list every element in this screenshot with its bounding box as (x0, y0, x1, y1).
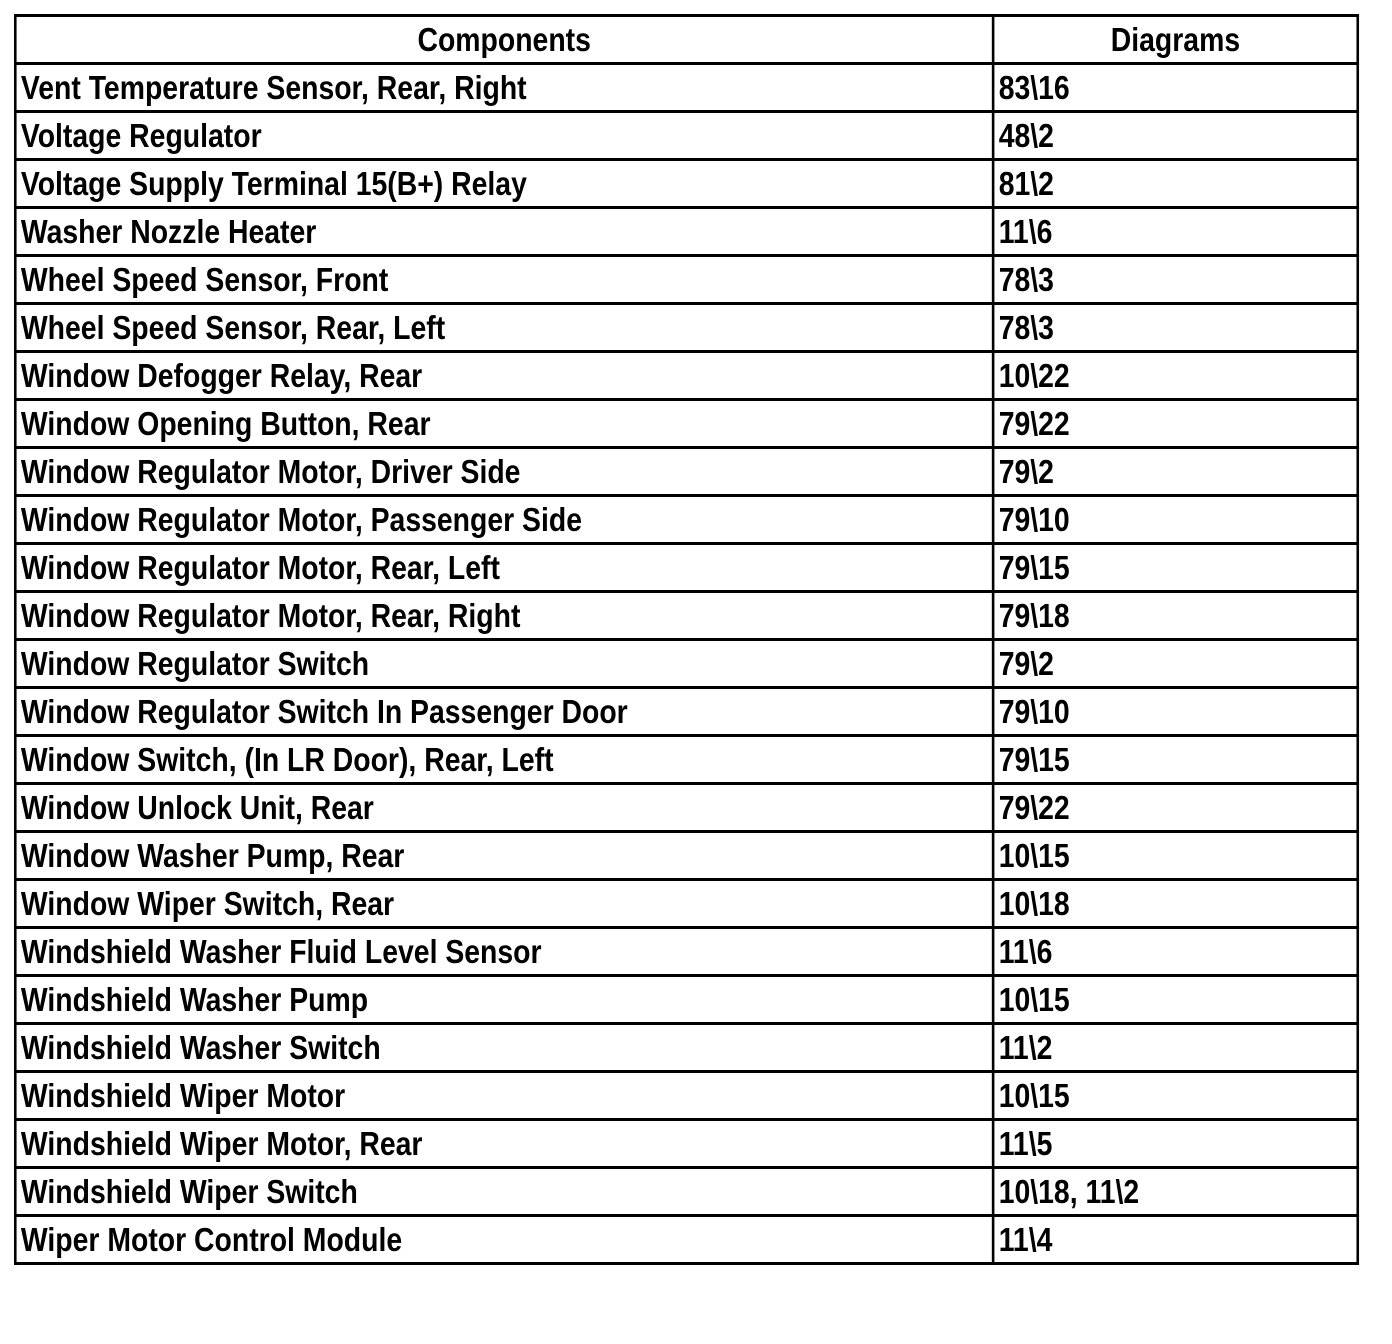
diagram-cell: 78\3 (993, 304, 1358, 352)
table-row (15, 976, 1357, 1024)
table-row (15, 496, 1357, 544)
table-row (15, 1120, 1357, 1168)
component-cell: Window Regulator Motor, Rear, Right (15, 592, 993, 640)
table-row (15, 304, 1357, 352)
diagram-cell: 79\2 (993, 448, 1358, 496)
diagram-cell: 81\2 (993, 160, 1358, 208)
table-row (15, 160, 1357, 208)
component-cell: Window Regulator Motor, Passenger Side (15, 496, 993, 544)
header-row (15, 16, 1357, 64)
component-cell: Wheel Speed Sensor, Front (15, 256, 993, 304)
table-row (15, 208, 1357, 256)
diagram-cell: 10\22 (993, 352, 1358, 400)
diagram-cell: 48\2 (993, 112, 1358, 160)
table-row (15, 640, 1357, 688)
diagram-cell: 11\6 (993, 928, 1358, 976)
diagram-cell: 11\6 (993, 208, 1358, 256)
component-cell: Windshield Washer Switch (15, 1024, 993, 1072)
component-cell: Windshield Washer Pump (15, 976, 993, 1024)
diagram-cell: 79\22 (993, 784, 1358, 832)
component-cell: Window Defogger Relay, Rear (15, 352, 993, 400)
diagrams-header: Diagrams (993, 16, 1358, 64)
diagram-cell: 79\15 (993, 736, 1358, 784)
diagram-cell: 83\16 (993, 64, 1358, 112)
component-cell: Washer Nozzle Heater (15, 208, 993, 256)
table-row (15, 352, 1357, 400)
component-cell: Window Wiper Switch, Rear (15, 880, 993, 928)
component-cell: Voltage Regulator (15, 112, 993, 160)
table-row (15, 1072, 1357, 1120)
diagram-cell: 79\15 (993, 544, 1358, 592)
components-header: Components (15, 16, 993, 64)
table-row (15, 688, 1357, 736)
component-cell: Voltage Supply Terminal 15(B+) Relay (15, 160, 993, 208)
component-cell: Wiper Motor Control Module (15, 1216, 993, 1264)
component-cell: Window Regulator Motor, Rear, Left (15, 544, 993, 592)
table-row (15, 400, 1357, 448)
diagram-cell: 11\2 (993, 1024, 1358, 1072)
diagram-cell: 78\3 (993, 256, 1358, 304)
component-cell: Windshield Wiper Motor (15, 1072, 993, 1120)
diagram-cell: 11\4 (993, 1216, 1358, 1264)
table-row (15, 784, 1357, 832)
diagram-cell: 10\18 (993, 880, 1358, 928)
component-cell: Window Opening Button, Rear (15, 400, 993, 448)
diagram-cell: 79\18 (993, 592, 1358, 640)
table-row (15, 64, 1357, 112)
diagram-cell: 79\10 (993, 496, 1358, 544)
table-row (15, 832, 1357, 880)
component-cell: Window Regulator Motor, Driver Side (15, 448, 993, 496)
diagram-cell: 10\15 (993, 1072, 1358, 1120)
diagram-cell: 11\5 (993, 1120, 1358, 1168)
component-cell: Windshield Wiper Motor, Rear (15, 1120, 993, 1168)
component-cell: Window Unlock Unit, Rear (15, 784, 993, 832)
table-body (15, 64, 1357, 1264)
component-cell: Windshield Wiper Switch (15, 1168, 993, 1216)
component-cell: Vent Temperature Sensor, Rear, Right (15, 64, 993, 112)
table-row (15, 448, 1357, 496)
component-cell: Window Switch, (In LR Door), Rear, Left (15, 736, 993, 784)
table-row (15, 256, 1357, 304)
diagram-cell: 10\15 (993, 832, 1358, 880)
diagram-cell: 79\2 (993, 640, 1358, 688)
table-row (15, 736, 1357, 784)
component-cell: Window Regulator Switch In Passenger Door (15, 688, 993, 736)
table-row (15, 112, 1357, 160)
component-cell: Window Regulator Switch (15, 640, 993, 688)
table-row (15, 1168, 1357, 1216)
table-row (15, 1024, 1357, 1072)
diagram-cell: 79\10 (993, 688, 1358, 736)
table-row (15, 880, 1357, 928)
diagram-cell: 10\15 (993, 976, 1358, 1024)
table-row (15, 544, 1357, 592)
table-row (15, 592, 1357, 640)
component-cell: Windshield Washer Fluid Level Sensor (15, 928, 993, 976)
diagram-cell: 10\18, 11\2 (993, 1168, 1358, 1216)
components-diagrams-table (14, 14, 1359, 1265)
table-row (15, 1216, 1357, 1264)
diagram-cell: 79\22 (993, 400, 1358, 448)
component-cell: Window Washer Pump, Rear (15, 832, 993, 880)
component-cell: Wheel Speed Sensor, Rear, Left (15, 304, 993, 352)
table-row (15, 928, 1357, 976)
